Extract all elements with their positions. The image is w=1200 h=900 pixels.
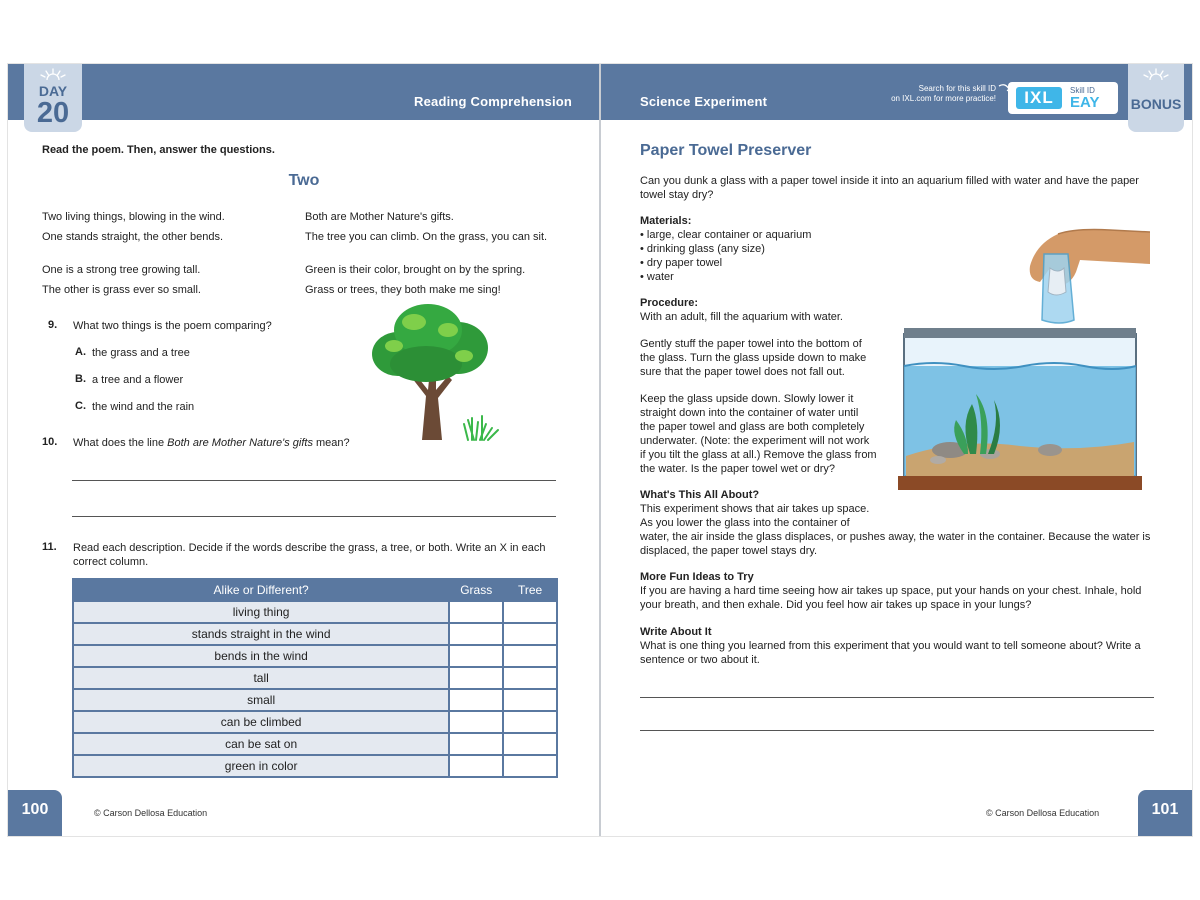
table-header: Tree bbox=[503, 579, 557, 601]
day-label: DAY bbox=[38, 83, 68, 99]
tree-and-grass-illustration bbox=[364, 300, 504, 442]
table-row bbox=[73, 645, 557, 667]
question-text: correct column. bbox=[73, 556, 149, 568]
table-row bbox=[73, 711, 557, 733]
bonus-badge bbox=[1128, 64, 1184, 132]
question-text-part: What does the line bbox=[73, 437, 168, 449]
section-title-science: Science Experiment bbox=[640, 94, 768, 109]
grass-check-cell[interactable] bbox=[449, 733, 503, 755]
left-header-bar bbox=[8, 64, 600, 120]
about-text: This experiment shows that air takes up space. bbox=[640, 503, 870, 515]
grass-check-cell[interactable] bbox=[449, 601, 503, 623]
tree-check-cell[interactable] bbox=[503, 623, 557, 645]
poem-line: The other is grass ever so small. bbox=[42, 284, 201, 296]
answer-line[interactable] bbox=[640, 730, 1154, 731]
description-cell: living thing bbox=[73, 601, 449, 623]
about-text: As you lower the glass into the container of bbox=[640, 517, 850, 529]
poem-line: One is a strong tree growing tall. bbox=[42, 264, 201, 276]
material-item: • dry paper towel bbox=[640, 257, 723, 269]
sun-rays-icon bbox=[40, 68, 66, 80]
section-title-reading: Reading Comprehension bbox=[414, 94, 573, 109]
procedure-text: the paper towel and glass are both completely bbox=[640, 421, 865, 433]
table-row bbox=[73, 689, 557, 711]
ixl-note-line: on IXL.com for more practice! bbox=[891, 94, 996, 103]
question-number: 9. bbox=[48, 319, 58, 331]
answer-line[interactable] bbox=[72, 480, 556, 481]
tree-check-cell[interactable] bbox=[503, 667, 557, 689]
experiment-title: Paper Towel Preserver bbox=[640, 142, 812, 159]
grass-check-cell[interactable] bbox=[449, 623, 503, 645]
procedure-text: With an adult, fill the aquarium with water. bbox=[640, 311, 843, 323]
poem-line: One stands straight, the other bends. bbox=[42, 231, 224, 243]
table-header: Grass bbox=[449, 579, 503, 601]
question-text: Read each description. Decide if the words describe the grass, a tree, or both. Write an X in each bbox=[73, 542, 546, 554]
skill-id-value: EAY bbox=[1070, 94, 1100, 111]
poem-line: Green is their color, brought on by the spring. bbox=[305, 264, 526, 276]
question-number: 10. bbox=[42, 436, 58, 448]
about-text: water, the air inside the glass displaces, or pushes away, the water in the container. Because the water is bbox=[640, 531, 1151, 543]
copyright: © Carson Dellosa Education bbox=[986, 808, 1100, 818]
write-heading: Write About It bbox=[640, 626, 712, 638]
material-item: • large, clear container or aquarium bbox=[640, 229, 812, 241]
grass-check-cell[interactable] bbox=[449, 711, 503, 733]
left-page bbox=[8, 64, 600, 836]
procedure-text: Gently stuff the paper towel into the bottom of bbox=[640, 338, 862, 350]
option-letter: B. bbox=[75, 373, 86, 385]
write-text: What is one thing you learned from this experiment that you would want to tell someone about? Write a bbox=[640, 640, 1141, 652]
question-text: What two things is the poem comparing? bbox=[73, 320, 272, 332]
alike-different-table bbox=[72, 578, 558, 778]
table-row bbox=[73, 601, 557, 623]
ixl-skill-box[interactable] bbox=[1008, 82, 1118, 114]
procedure-text: Keep the glass upside down. Slowly lower it bbox=[640, 393, 854, 405]
tree-check-cell[interactable] bbox=[503, 601, 557, 623]
procedure-text: underwater. (Note: the experiment will not work bbox=[640, 435, 870, 447]
ixl-logo: IXL bbox=[1016, 87, 1062, 109]
aquarium-experiment-illustration bbox=[880, 224, 1150, 500]
tree-check-cell[interactable] bbox=[503, 689, 557, 711]
tree-check-cell[interactable] bbox=[503, 755, 557, 777]
answer-option[interactable]: the wind and the rain bbox=[92, 401, 195, 413]
poem-line: Both are Mother Nature's gifts. bbox=[305, 211, 454, 223]
procedure-text: straight down into the container of water until bbox=[640, 407, 859, 419]
answer-line[interactable] bbox=[72, 516, 556, 517]
fun-ideas-heading: More Fun Ideas to Try bbox=[640, 571, 754, 583]
intro-text: Can you dunk a glass with a paper towel inside it into an aquarium filled with water and have the paper bbox=[640, 175, 1139, 187]
procedure-text: sure that the paper towel does not fall out. bbox=[640, 366, 845, 378]
sun-rays-icon bbox=[1143, 68, 1169, 80]
quoted-poem-line: Both are Mother Nature's gifts bbox=[167, 437, 313, 449]
poem-line: Grass or trees, they both make me sing! bbox=[305, 284, 501, 296]
skill-id-label: Skill ID bbox=[1070, 86, 1095, 95]
table-row bbox=[73, 667, 557, 689]
book-spine bbox=[599, 64, 601, 836]
right-page bbox=[600, 64, 1192, 836]
table-header: Alike or Different? bbox=[73, 579, 449, 601]
description-cell: small bbox=[73, 689, 449, 711]
write-text: sentence or two about it. bbox=[640, 654, 760, 666]
instructions: Read the poem. Then, answer the questions. bbox=[42, 144, 275, 156]
fun-ideas-text: your breath, and then exhale. Did you feel how air takes up space in your lungs? bbox=[640, 599, 1032, 611]
intro-text: towel stay dry? bbox=[640, 189, 714, 201]
procedure-text: if you tilt the glass at all.) Remove the glass from bbox=[640, 449, 877, 461]
poem-title: Two bbox=[288, 172, 320, 189]
description-cell: tall bbox=[73, 667, 449, 689]
description-cell: can be climbed bbox=[73, 711, 449, 733]
question-text bbox=[73, 436, 350, 450]
workbook-spread bbox=[8, 64, 1192, 836]
description-cell: bends in the wind bbox=[73, 645, 449, 667]
copyright: © Carson Dellosa Education bbox=[94, 808, 208, 818]
material-item: • drinking glass (any size) bbox=[640, 243, 765, 255]
about-heading: What's This All About? bbox=[640, 489, 760, 501]
option-letter: A. bbox=[75, 346, 86, 358]
table-row bbox=[73, 755, 557, 777]
procedure-heading: Procedure: bbox=[640, 297, 699, 309]
day-badge bbox=[24, 64, 82, 132]
question-number: 11. bbox=[42, 541, 57, 553]
table-row bbox=[73, 733, 557, 755]
tree-check-cell[interactable] bbox=[503, 711, 557, 733]
tree-check-cell[interactable] bbox=[503, 733, 557, 755]
right-header-bar bbox=[600, 64, 1192, 120]
answer-option[interactable]: the grass and a tree bbox=[92, 347, 190, 359]
grass-check-cell[interactable] bbox=[449, 755, 503, 777]
ixl-note bbox=[866, 84, 996, 104]
poem-line: The tree you can climb. On the grass, you can sit. bbox=[305, 231, 548, 243]
table-row bbox=[73, 623, 557, 645]
day-number: 20 bbox=[36, 97, 70, 129]
grass-check-cell[interactable] bbox=[449, 667, 503, 689]
description-cell: green in color bbox=[73, 755, 449, 777]
procedure-text: the water. Is the paper towel wet or dry? bbox=[640, 463, 836, 475]
description-cell: stands straight in the wind bbox=[73, 623, 449, 645]
description-cell: can be sat on bbox=[73, 733, 449, 755]
option-letter: C. bbox=[75, 400, 86, 412]
page-number: 101 bbox=[1138, 790, 1192, 836]
page-number: 100 bbox=[8, 790, 62, 836]
grass-check-cell[interactable] bbox=[449, 645, 503, 667]
answer-line[interactable] bbox=[640, 697, 1154, 698]
ixl-note-line: Search for this skill ID bbox=[918, 84, 996, 93]
tree-check-cell[interactable] bbox=[503, 645, 557, 667]
answer-option[interactable]: a tree and a flower bbox=[92, 374, 184, 386]
grass-check-cell[interactable] bbox=[449, 689, 503, 711]
poem-line: Two living things, blowing in the wind. bbox=[42, 211, 225, 223]
question-text-part: mean? bbox=[312, 437, 350, 449]
materials-heading: Materials: bbox=[640, 215, 692, 227]
procedure-text: the glass. Turn the glass upside down to make bbox=[640, 352, 867, 364]
fun-ideas-text: If you are having a hard time seeing how air takes up space, put your hands on your chest. Inhale, hold bbox=[640, 585, 1142, 597]
about-text: displaced, the paper towel stays dry. bbox=[640, 545, 818, 557]
material-item: • water bbox=[640, 271, 674, 283]
bonus-label: BONUS bbox=[1130, 96, 1182, 112]
